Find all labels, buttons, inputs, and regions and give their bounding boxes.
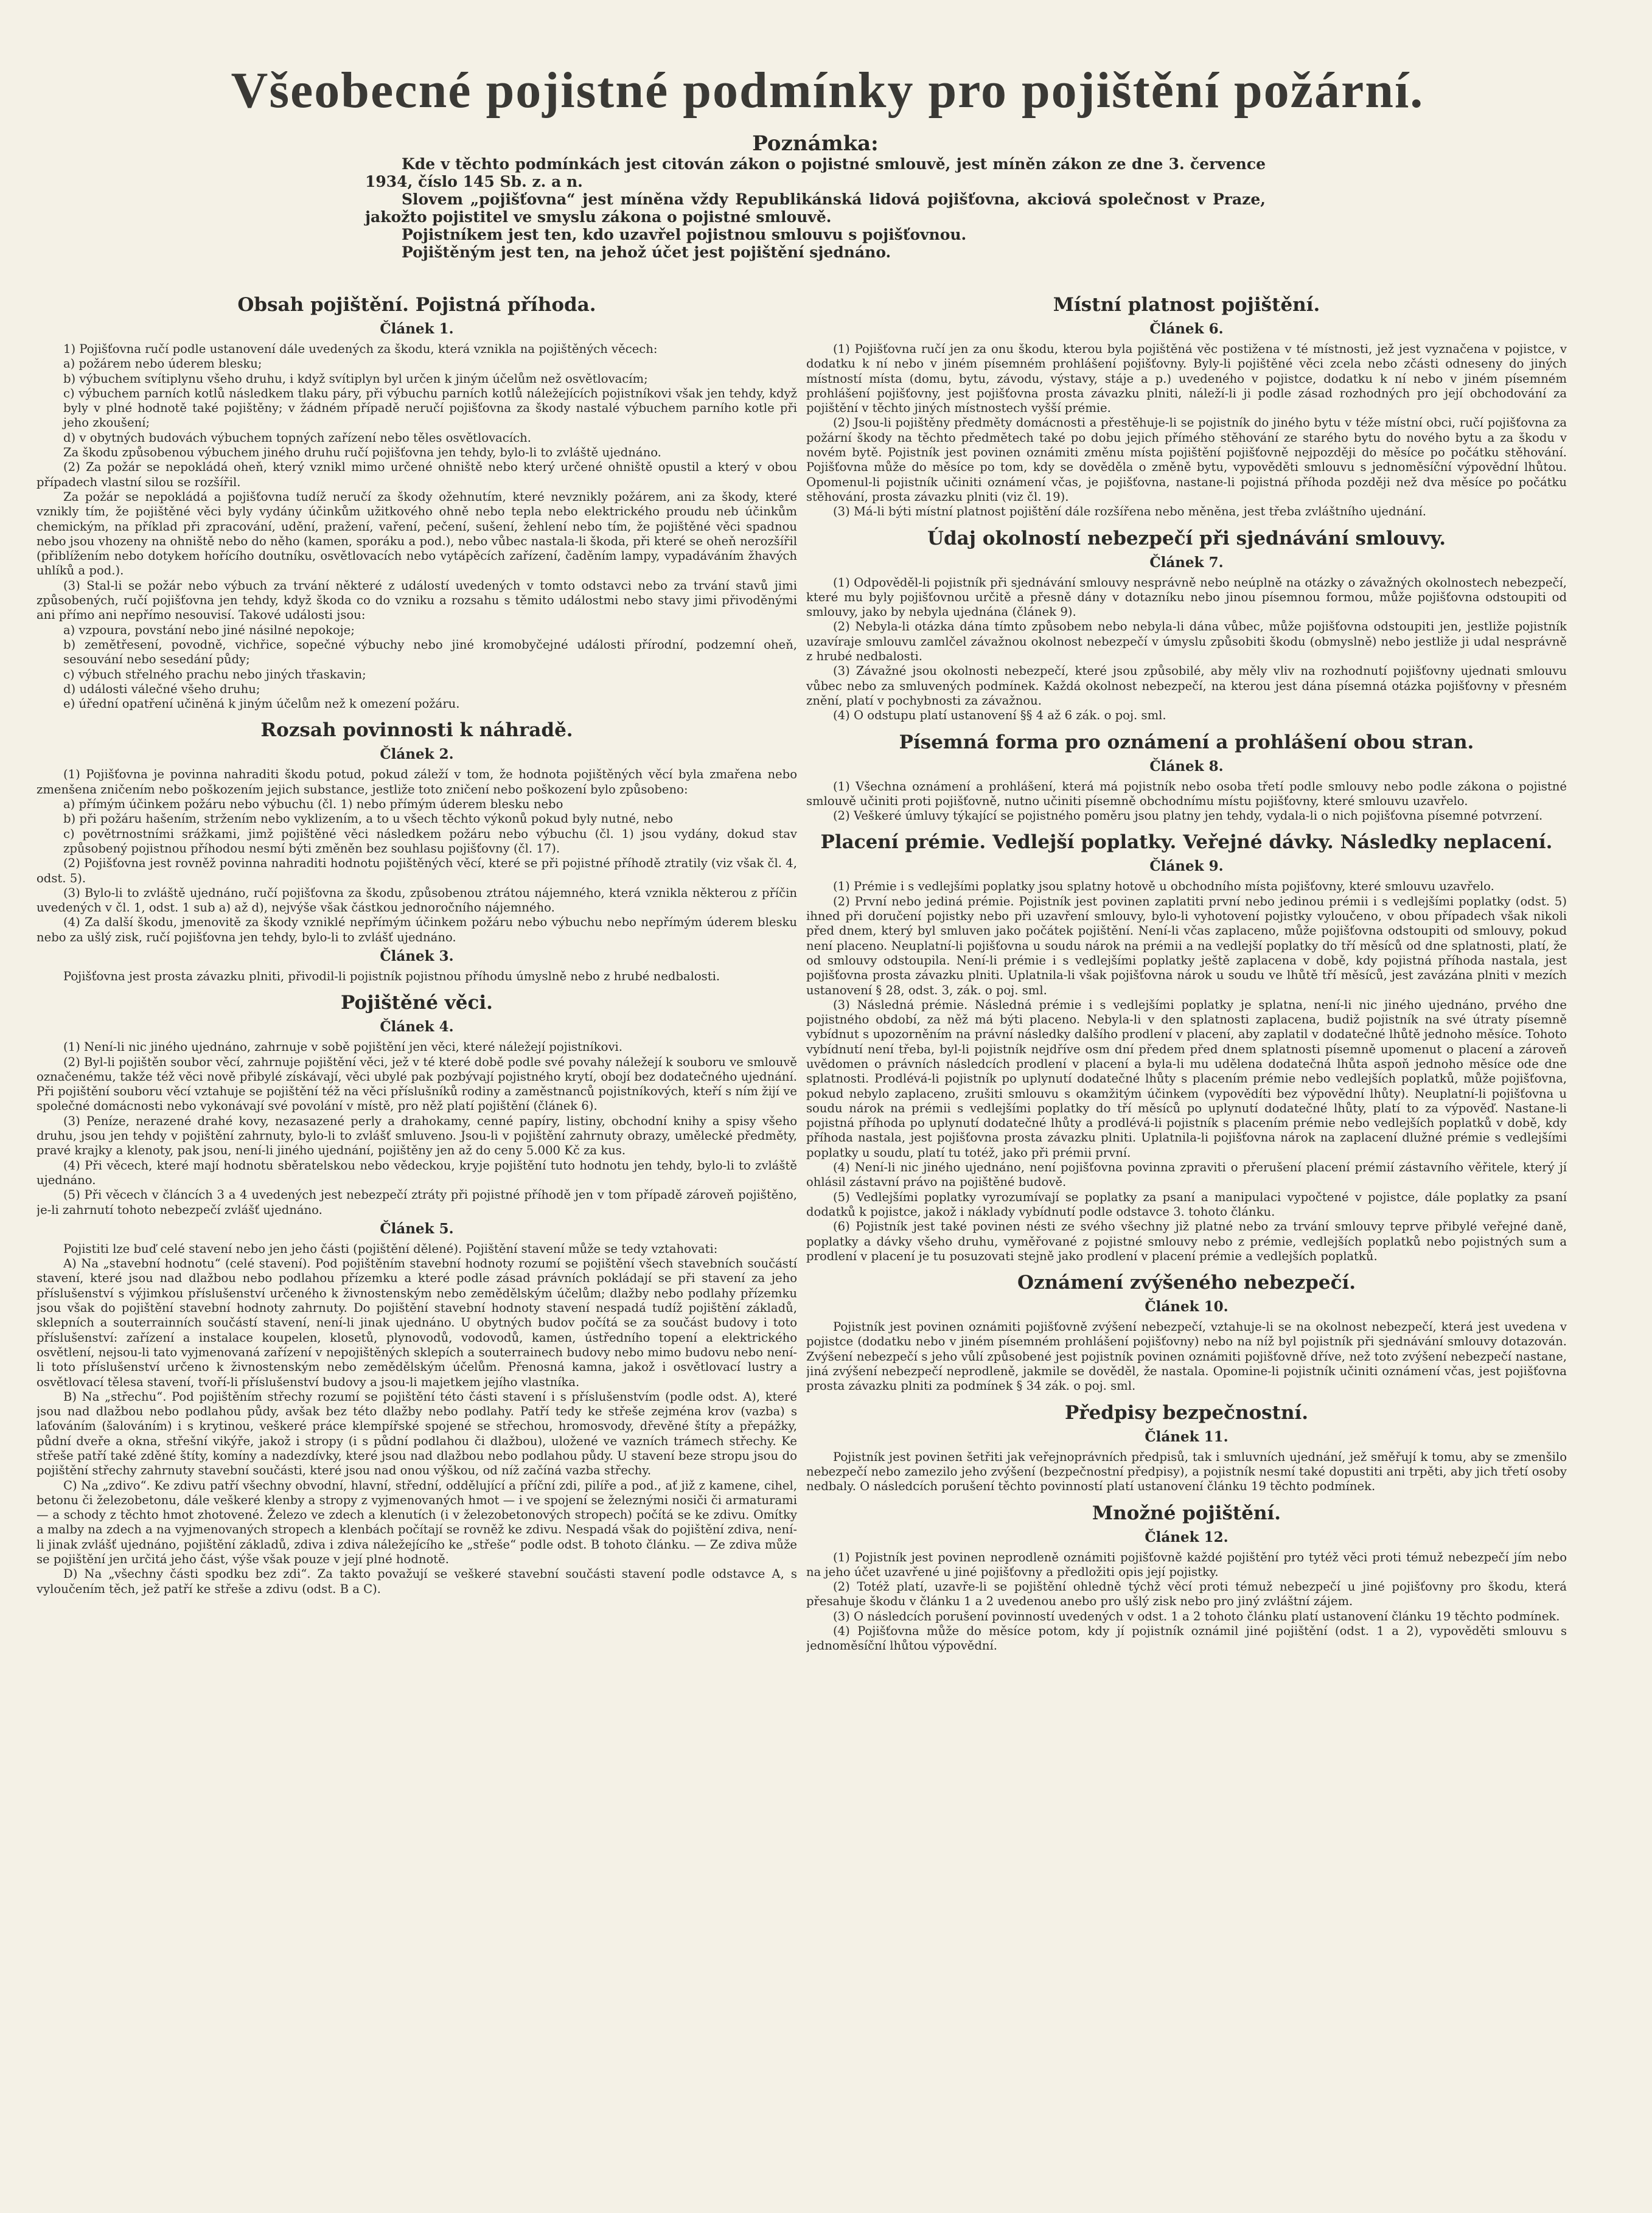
paragraph: (5) Při věcech v článcích 3 a 4 uvedených jest nebezpečí ztráty při pojistné příhodě jen v tom případě zároveň pojištěno, je-li zahrnutí tohoto nebezpečí zvlášť ujednáno. (37, 1188, 797, 1217)
paragraph: (1) Odpověděl-li pojistník při sjednávání smlouvy nesprávně nebo neúplně na otázky o závažných okolnostech nebezpečí, které mu byly pojišťovnou určitě a přesně dány v dotazníku nebo jinou písemnou formou, může pojišťovna odstoupiti od smlouvy, jako by nebyla ujednána (článek 9). (806, 575, 1567, 619)
article-heading: Článek 11. (1145, 1428, 1229, 1445)
note-paragraph: Slovem „pojišťovna“ jest míněna vždy Republikánská lidová pojišťovna, akciová společnost v Praze, jakožto pojistitel ve smyslu zákona o pojistné smlouvě. (365, 190, 1266, 226)
article-heading: Článek 5. (380, 1220, 454, 1237)
list-item: c) výbuch střelného prachu nebo jiných třaskavin; (63, 667, 366, 681)
paragraph: C) Na „zdivo“. Ke zdivu patří všechny obvodní, hlavní, střední, oddělující a příční zdi, pilíře a pod., ať již z kamene, cihel, betonu či železobetonu, dále veškeré klenby a stropy z vyjmenovaných hmot — i ve spojení se železnými nosiči či armaturami — a schody z těchto hmot zhotovené. Železo ve zdech a klenutích (i v železobetonových stropech) počítá se ke zdivu. Omítky a malby na zdech a na vyjmenovaných stropech a klenbách počítají se rovněž ke zdivu. Nespadá však do pojištění zdiva, není-li jinak zvlášť ujednáno, pojištění základů, zdiva i zdiva náležejícího ke „střeše“ podle odst. B tohoto článku. — Ze zdiva může se pojištění jen určitá jeho část, výše však pouze v její plné hodnotě. (37, 1478, 797, 1567)
paragraph: Pojišťovna jest prosta závazku plniti, přivodil-li pojistník pojistnou příhodu úmyslně nebo z hrubé nedbalosti. (63, 969, 720, 983)
paragraph: (2) Za požár se nepokládá oheň, který vznikl mimo určené ohniště nebo který určené ohniště opustil a který v obou případech vlastní silou se rozšířil. (37, 460, 797, 489)
section-heading: Údaj okolností nebezpečí při sjednávání smlouvy. (927, 527, 1446, 549)
article-heading: Článek 4. (380, 1019, 454, 1036)
paragraph: (2) Jsou-li pojištěny předměty domácnosti a přestěhuje-li se pojistník do jiného bytu v téže místní obci, ručí pojišťovna za požární škody na těchto předmětech také po dobu jejich přímého stěhování ze starého bytu do nového bytu a za škodu v novém bytě. Pojistník jest povinen oznámiti změnu místa pojištění pojišťovně nejpozději do měsíce po počátku stěhování. Pojišťovna může do měsíce po tom, kdy se dověděla o změně bytu, vypověděti smlouvu s jednoměsíční výpovědní lhůtou. Opomenul-li pojistník učiniti oznámení včas, je pojišťovna, nastane-li pojistná příhoda později než dva měsíce po počátku stěhování, prosta závazku plniti (viz čl. 19). (806, 416, 1567, 504)
list-item: a) požárem nebo úderem blesku; (63, 357, 262, 371)
section-heading: Množné pojištění. (1092, 1502, 1281, 1524)
paragraph: (3) Peníze, nerazené drahé kovy, nezasazené perly a drahokamy, cenné papíry, listiny, obchodní knihy a spisy všeho druhu, jsou jen tehdy v pojištění zahrnuty, bylo-li to zvlášť smluveno. Jsou-li v pojištění zahrnuty obrazy, umělecké předměty, pravé krajky a klenoty, pak jsou, není-li jiného ujednání, pojištěny jen až do ceny 5.000 Kč za kus. (37, 1113, 797, 1158)
paragraph: (1) Pojistník jest povinen neprodleně oznámiti pojišťovně každé pojištění pro tytéž věci proti témuž nebezpečí jím nebo na jeho účet uzavřené u jiné pojišťovny a předložiti opis její pojistky. (806, 1550, 1567, 1579)
section-heading: Rozsah povinnosti k náhradě. (260, 719, 573, 742)
paragraph: (6) Pojistník jest také povinen nésti ze svého všechny již platné nebo za trvání smlouvy teprve přibylé veřejné daně, poplatky a dávky všeho druhu, vyměřované z pojistné smlouvy nebo z prémie, vedlejších poplatků nebo pojistných sum a prodlení v placení je tu posuzovati stejně jako prodlení v placení prémie a vedlejších poplatků. (806, 1219, 1567, 1263)
paragraph: (1) Pojišťovna je povinna nahraditi škodu potud, pokud záleží v tom, že hodnota pojištěných věcí byla zmařena nebo zmenšena zničením nebo poškozením jejich substance, jestliže toto zničení nebo poškození bylo způsobeno: (37, 767, 797, 796)
note-paragraph: Pojištěným jest ten, na jehož účet jest pojištění sjednáno. (402, 243, 891, 261)
paragraph: (3) Bylo-li to zvláště ujednáno, ručí pojišťovna za škodu, způsobenou ztrátou nájemného, která vznikla některou z příčin uvedených v čl. 1, odst. 1 sub a) až d), nejvýše však částkou jednoročního nájemného. (37, 885, 797, 915)
paragraph: (2) Byl-li pojištěn soubor věcí, zahrnuje pojištění věci, jež v té které době podle své povahy náležejí k souboru ve smlouvě označenému, takže též věci nově přibylé získávají, věci ubylé pak pozbývají pojistného krytí, obojí bez dodatečného ujednání. Při pojištění souboru věcí vztahuje se pojištění též na věci příslušníků rodiny a zaměstnanců pojistníkových, kteří s ním žijí ve společné domácnosti nebo vykonávají své povolání v místě, pro něž platí pojištění (článek 6). (37, 1054, 797, 1113)
paragraph: (3) Závažné jsou okolnosti nebezpečí, které jsou způsobilé, aby měly vliv na rozhodnutí pojišťovny ujednati smlouvu vůbec nebo za smluvených podmínek. Každá okolnost nebezpečí, na kterou jest dána písemná otázka pojišťovny v přesném znění, platí v pochybnosti za závažnou. (806, 664, 1567, 708)
paragraph: D) Na „všechny části spodku bez zdi“. Za takto považují se veškeré stavební součásti stavení podle odstavce A, s vyloučením těch, jež patří ke střeše a zdivu (odst. B a C). (37, 1567, 797, 1596)
paragraph: (4) Za další škodu, jmenovitě za škody vzniklé nepřímým účinkem požáru nebo výbuchu nebo nepřímým úderem blesku nebo za ušlý zisk, ručí pojišťovna jen tehdy, bylo-li to zvlášť ujednáno. (37, 915, 797, 944)
paragraph: (1) Prémie i s vedlejšími poplatky jsou splatny hotově u obchodního místa pojišťovny, které smlouvu uzavřelo. (833, 879, 1494, 894)
article-heading: Článek 1. (380, 321, 454, 337)
list-item: b) při požáru hašením, stržením nebo vyklizením, a to u všech těchto výkonů pokud byly nutné, nebo (63, 812, 673, 826)
paragraph: (3) Stal-li se požár nebo výbuch za trvání některé z událostí uvedených v tomto odstavci nebo za trvání stavů jimi způsobených, ručí pojišťovna jen tehdy, když škoda co do vzniku a rozsahu s těmito událostmi nebo stavy jimi přivoděnými ani přímo ani nepřímo nesouvisí. Takové události jsou: (37, 578, 797, 622)
paragraph: (4) Při věcech, které mají hodnotu sběratelskou nebo vědeckou, kryje pojištění tuto hodnotu jen tehdy, bylo-li to zvláště ujednáno. (37, 1158, 797, 1187)
article-heading: Článek 8. (1149, 758, 1224, 775)
note-heading: Poznámka: (752, 131, 879, 156)
section-heading: Předpisy bezpečnostní. (1064, 1401, 1309, 1424)
paragraph: (2) Nebyla-li otázka dána tímto způsobem nebo nebyla-li dána vůbec, může pojišťovna odstoupiti jen, jestliže pojistník uzavíraje smlouvu zamlčel závažnou okolnost nebezpečí v úmyslu způsobiti škodu (obmyslně) nebo jestliže ji udal nesprávně z hrubé nedbalosti. (806, 619, 1567, 664)
paragraph: Pojistiti lze buď celé stavení nebo jen jeho části (pojištění dělené). Pojištění stavení může se tedy vztahovati: (63, 1241, 718, 1256)
list-item: d) v obytných budovách výbuchem topných zařízení nebo těles osvětlovacích. (63, 430, 531, 445)
paragraph: Za požár se nepokládá a pojišťovna tudíž neručí za škody ožehnutím, které nevznikly požárem, ani za škody, které vznikly tím, že pojištěné věci byly vydány účinkům užitkového ohně nebo tepla nebo elektrického proudu neb účinkům chemickým, na příklad při zpracování, udění, pražení, vaření, pečení, sušení, žehlení nebo tím, že pojištěné věci spadnou nebo jsou vhozeny na ohniště nebo do něho (kamen, sporáku a pod.), nebo vůbec nastala-li škoda, při které se oheň nerozšířil (přiblížením nebo dotykem hořícího doutníku, osvětlovacích nebo vytápěcích zařízení, čaděním lampy, vypadáváním žhavých uhlíků a pod.). (37, 489, 797, 578)
article-heading: Článek 7. (1149, 554, 1224, 571)
list-item: b) výbuchem svítiplynu všeho druhu, i když svítiplyn byl určen k jiným účelům než osvětlovacím; (63, 371, 648, 386)
paragraph: (3) Následná prémie. Následná prémie i s vedlejšími poplatky je splatna, není-li nic jiného ujednáno, prvého dne pojistného období, za něž má býti placeno. Nebyla-li v den splatnosti zaplacena, budiž pojistník na své útraty písemně vybídnut s upozorněním na právní následky dalšího prodlení v placení, aby zaplatil v dodatečné lhůtě jednoho měsíce. Tohoto vybídnutí není třeba, byl-li pojistník nejdříve osm dní předem před dnem splatnosti písemně upomenut o placení a zároveň uvědomen o právních následcích prodlení v placení a byla-li mu udělena dodatečná lhůta aspoň jednoho měsíce ode dne splatnosti. Prodlévá-li pojistník po uplynutí dodatečné lhůty s placením prémie nebo vedlejších poplatků, může pojišťovna, pokud nebylo zaplaceno, zrušiti smlouvu s okamžitým účinkem (vypovědíti bez výpovědní lhůty). Neuplatní-li pojišťovna u soudu nárok na prémii s vedlejšími poplatky do tří měsíců po uplynutí dodatečné lhůty, platí to za výpověď. Nastane-li pojistná příhoda po uplynutí dodatečné lhůty a prodlévá-li pojistník s placením prémie nebo vedlejších poplatků v době, kdy příhoda nastala, jest pojišťovna prosta závazku plniti. Uplatnila-li pojišťovna nárok na zaplacení dlužné prémie s vedlejšími poplatky u soudu, platí tu totéž, jako při prémii první. (806, 997, 1567, 1160)
list-item: c) výbuchem parních kotlů následkem tlaku páry, při výbuchu parních kotlů náležejících pojistníkovi však jen tehdy, když byly v plné hodnotě také pojištěny; v žádném případě neručí pojišťovna za škody nastalé výbuchem parního kotle při jeho zkoušení; (63, 386, 797, 430)
paragraph: Za škodu způsobenou výbuchem jiného druhu ručí pojišťovna jen tehdy, bylo-li to zvláště ujednáno. (63, 445, 661, 460)
list-item: a) přímým účinkem požáru nebo výbuchu (čl. 1) nebo přímým úderem blesku nebo (63, 797, 563, 812)
note-paragraph: Kde v těchto podmínkách jest citován zákon o pojistné smlouvě, jest míněn zákon ze dne 3. července 1934, číslo 145 Sb. z. a n. (365, 155, 1266, 190)
paragraph: Pojistník jest povinen oznámiti pojišťovně zvýšení nebezpečí, vztahuje-li se na okolnost nebezpečí, která jest uvedena v pojistce (dodatku nebo v jiném písemném prohlášení pojišťovny) nebo na níž byl pojistník při sjednávání smlouvy dotazován. Zvýšení nebezpečí s jeho vůlí způsobené jest pojistník povinen oznámiti pojišťovně dříve, než toto zvýšení nebezpečí nastane, jiná zvýšení nebezpečí neprodleně, jakmile se dověděl, že nastala. Opomine-li pojistník učiniti oznámení včas, jest pojišťovna prosta závazku plniti za podmínek § 34 zák. o poj. sml. (806, 1320, 1567, 1393)
paragraph: (4) Není-li nic jiného ujednáno, není pojišťovna povinna zpraviti o přerušení placení prémií zástavního věřitele, který jí ohlásil zástavní právo na pojištěné budově. (806, 1160, 1567, 1190)
list-item: b) zemětřesení, povodně, vichřice, sopečné výbuchy nebo jiné kromobyčejné události přírodní, podzemní oheň, sesouvání nebo sesedání půdy; (63, 637, 797, 667)
article-heading: Článek 12. (1145, 1528, 1229, 1546)
paragraph: (3) O následcích porušení povinností uvedených v odst. 1 a 2 tohoto článku platí ustanovení článku 19 těchto podmínek. (833, 1609, 1560, 1623)
paragraph: (4) O odstupu platí ustanovení §§ 4 až 6 zák. o poj. sml. (833, 708, 1166, 723)
paragraph: (4) Pojišťovna může do měsíce potom, kdy jí pojistník oznámil jiné pojištění (odst. 1 a 2), vypověděti smlouvu s jednoměsíční lhůtou výpovědní. (806, 1624, 1567, 1653)
paragraph: A) Na „stavební hodnotu“ (celé stavení). Pod pojištěním stavební hodnoty rozumí se pojištění všech stavebních součástí stavení, které jsou nad dlažbou nebo podlahou přízemku a které podle zásad právních pokládají se při stavení za jeho příslušenství s výjimkou příslušenství určeného k živnostenským nebo zemědělským účelům; dlažby nebo podlahy přízemku jsou však do pojištění stavební hodnoty zahrnuty. Do pojištění stavební hodnoty stavení nespadá tudíž pojištění základů, sklepních a souterrainních součástí stavení, není-li jinak ujednáno. U obytných budov počítá se za součást budovy i toto příslušenství: zařízení a instalace koupelen, klosetů, plynovodů, vodovodů, kamen, ústředního topení a elektrického osvětlení, nejsou-li tato vyjmenovaná zařízení v nepojištěných sklepích a souterrainech budovy nebo mimo budovu nebo není-li toto příslušenství určeno k živnostenským nebo zemědělským účelům. Přenosná kamna, jakož i osvětlovací lustry a osvětlovací tělesa stavení, tvoří-li příslušenství budovy a jsou-li majetkem jejího vlastníka. (37, 1256, 797, 1389)
paragraph: B) Na „střechu“. Pod pojištěním střechy rozumí se pojištění této části stavení i s příslušenstvím (podle odst. A), které jsou nad dlažbou nebo podlahou půdy, avšak bez této dlažby nebo podlahy. Patří tedy ke střeše zejména krov (vazba) s laťováním (šalováním) i s krytinou, veškeré práce klempířské spojené se střechou, hromosvody, dřevěné štíty a přepážky, půdní dveře a okna, střešní vikýře, jakož i stropy (i s půdní podlahou či dlažbou), uložené ve vazních trámech střechy. Ke střeše patří také zděné štíty, komíny a nadezdívky, které jsou nad dlažbou nebo podlahou půdy. U stavení beze stropu jsou do pojištění střechy zahrnuty stavební součásti, které jsou nad onou výškou, od níž začíná vazba střechy. (37, 1389, 797, 1478)
list-item: e) úřední opatření učiněná k jiným účelům než k omezení požáru. (63, 697, 460, 711)
paragraph: (1) Není-li nic jiného ujednáno, zahrnuje v sobě pojištění jen věci, které náležejí pojistníkovi. (63, 1040, 623, 1054)
paragraph: (2) Totéž platí, uzavře-li se pojištění ohledně týchž věcí proti témuž nebezpečí u jiné pojišťovny pro škodu, která přesahuje škodu v článku 1 a 2 uvedenou anebo pro ušlý zisk nebo pro jiný zvláštní zájem. (806, 1580, 1567, 1609)
article-heading: Článek 2. (380, 746, 454, 763)
paragraph: (5) Vedlejšími poplatky vyrozumívají se poplatky za psaní a manipulaci vypočtené v pojistce, dále poplatky za psaní dodatků k pojistce, jakož i náklady vybídnutí podle odstavce 3. tohoto článku. (806, 1190, 1567, 1219)
section-heading: Placení prémie. Vedlejší poplatky. Veřejné dávky. Následky neplacení. (820, 831, 1553, 854)
paragraph: (2) Pojišťovna jest rovněž povinna nahraditi hodnotu pojištěných věcí, které se při pojistné příhodě ztratily (viz však čl. 4, odst. 5). (37, 856, 797, 885)
section-heading: Pojištěné věci. (341, 992, 493, 1014)
preface-note (365, 131, 1266, 261)
list-item: a) vzpoura, povstání nebo jiné násilné nepokoje; (63, 622, 355, 637)
section-heading: Oznámení zvýšeného nebezpečí. (1017, 1272, 1356, 1294)
section-heading: Písemná forma pro oznámení a prohlášení obou stran. (899, 731, 1474, 753)
document-title: Všeobecné pojistné podmínky pro pojištění požární. (231, 62, 1424, 119)
article-heading: Článek 10. (1145, 1298, 1229, 1316)
section-heading: Obsah pojištění. Pojistná příhoda. (237, 294, 596, 316)
article-heading: Článek 6. (1149, 321, 1224, 337)
list-item: c) povětrnostními srážkami, jimž pojištěné věci následkem požáru nebo výbuchu (čl. 1) jsou vydány, dokud stav způsobený pojistnou příhodou nesmí býti změněn bez souhlasu pojišťovny (čl. 17). (63, 826, 797, 856)
paragraph: (3) Má-li býti místní platnost pojištění dále rozšířena nebo měněna, jest třeba zvláštního ujednání. (833, 504, 1426, 519)
section-heading: Místní platnost pojištění. (1053, 294, 1320, 316)
list-item: d) události válečné všeho druhu; (63, 681, 260, 696)
paragraph: (2) První nebo jediná prémie. Pojistník jest povinen zaplatiti první nebo jedinou prémii i s vedlejšími poplatky (odst. 5) ihned při doručení pojistky nebo při uzavření smlouvy, bylo-li vyhotovení pojistky vyloučeno, v obou případech však nikoli před dnem, který byl smluven jako počátek pojištění. Není-li včas zaplaceno, může pojišťovna odstoupiti od smlouvy, pokud není placeno. Neuplatní-li pojišťovna u soudu nárok na prémii a na vedlejší poplatky do tří měsíců od dne splatnosti, platí, že od smlouvy odstoupila. Není-li prémie i s vedlejšími poplatky ještě zaplacena v době, kdy pojistná příhoda nastala, jest pojišťovna prosta závazku plniti. Uplatnila-li však pojišťovna nárok u soudu ve lhůtě tří měsíců, jest zavázána plniti v mezích ustanovení § 28, odst. 3, zák. o poj. sml. (806, 894, 1567, 997)
note-paragraph: Pojistníkem jest ten, kdo uzavřel pojistnou smlouvu s pojišťovnou. (402, 226, 967, 243)
paragraph: (1) Všechna oznámení a prohlášení, která má pojistník nebo osoba třetí podle smlouvy nebo podle zákona o pojistné smlouvě učiniti proti pojišťovně, nutno učiniti písemně obchodnímu místu pojišťovny, které smlouvu uzavřelo. (806, 779, 1567, 808)
paragraph: 1) Pojišťovna ručí podle ustanovení dále uvedených za škodu, která vznikla na pojištěných věcech: (63, 342, 658, 356)
article-heading: Článek 3. (380, 947, 454, 964)
paragraph: Pojistník jest povinen šetřiti jak veřejnoprávních předpisů, tak i smluvních ujednání, jež směřují k tomu, aby se zmenšilo nebezpečí nebo zamezilo jeho zvýšení (bezpečnostní předpisy), a pojistník nesmí také dopustiti ani trpěti, aby jich třetí osoby nedbaly. O následcích porušení těchto povinností platí ustanovení článku 19 těchto podmínek. (806, 1449, 1567, 1494)
article-heading: Článek 9. (1149, 858, 1224, 875)
paragraph: (2) Veškeré úmluvy týkající se pojistného poměru jsou platny jen tehdy, vydala-li o nich pojišťovna písemné potvrzení. (833, 809, 1543, 823)
right-text-column (806, 286, 1567, 2184)
left-text-column (37, 286, 797, 2184)
paragraph: (1) Pojišťovna ručí jen za onu škodu, kterou byla pojištěná věc postižena v té místnosti, jež jest vyznačena v pojistce, v dodatku k ní nebo v jiném písemném prohlášení pojišťovny. Byly-li pojištěné věci zcela nebo zčásti odneseny do jiných místností místa (domu, bytu, závodu, výstavy, stáje a p.) uvedeného v pojistce, dodatku k ní nebo v jiném písemném prohlášení pojišťovny, jest pojišťovna prosta závazku plniti, náleží-li ji podle zásad rozhodných pro její obchodování za pojištění v těchto jiných místnostech vyšší prémie. (806, 342, 1567, 416)
